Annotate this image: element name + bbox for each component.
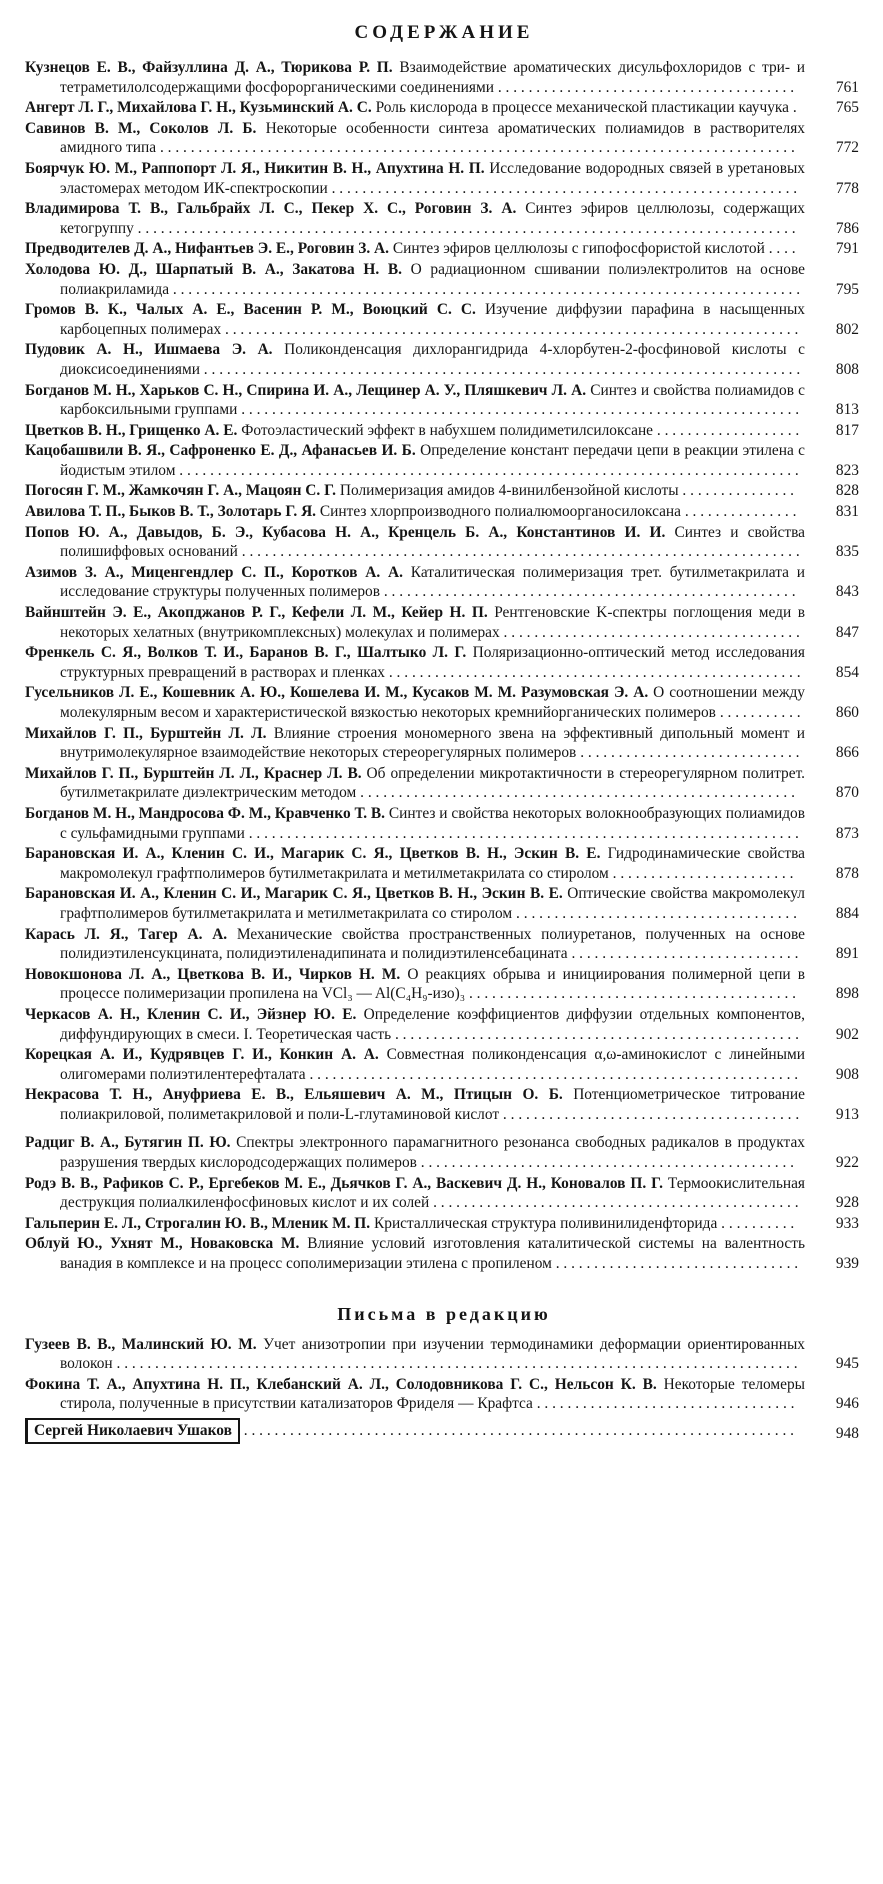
entry-authors: Азимов З. А., Миценгендлер С. П., Коротков А. А.	[25, 563, 403, 581]
entry-authors: Владимирова Т. В., Гальбрайх Л. С., Пекер Х. С., Роговин З. А.	[25, 200, 517, 218]
entry-page: 933	[835, 1214, 859, 1232]
entry-authors: Гузеев В. В., Малинский Ю. М.	[25, 1335, 257, 1353]
entry-page: 939	[835, 1255, 859, 1273]
entry-authors: Родэ В. В., Рафиков С. Р., Ергебеков М. Е., Дьячков Г. А., Васкевич Д. Н., Коновалов П. Г.	[25, 1174, 663, 1192]
entry-page: 891	[835, 945, 859, 963]
entry-title: Роль кислорода в процессе механической пластикации каучука	[375, 99, 789, 117]
entry-page: 786	[835, 219, 859, 237]
entry-title: О соотношении между молекулярным весом и характеристической вязкостью некоторых кремнийорганических полимеров	[60, 684, 805, 721]
entry-authors: Фокина Т. А., Апухтина Н. П., Клебанский А. Л., Солодовникова Г. С., Нельсон К. В.	[25, 1375, 657, 1393]
entry-gap	[25, 1125, 863, 1133]
entry-authors: Боярчук Ю. М., Раппопорт Л. Я., Никитин В. Н., Апухтина Н. П.	[25, 159, 485, 177]
entry-title: Фотоэластический эффект в набухшем полидиметилсилоксане	[241, 421, 654, 439]
entry-title: Поляризационно-оптический метод исследования структурных превращений в растворах и пленках	[60, 644, 805, 681]
entry-authors: Гусельников Л. Е., Кошевник А. Ю., Кошелева И. М., Кусаков М. М. Разумовская Э. А.	[25, 684, 649, 702]
entry-title: Термоокислительная деструкция полиалкиленфосфиновых кислот и их солей	[60, 1174, 805, 1212]
leader-dots: . . . . . . . . . . . . . . . . . . . . . . . . . . . . . . . . . . . . . . . . . . . . . . . . . . . . . . . . . . . . .	[331, 179, 798, 197]
entry-page: 870	[835, 784, 859, 802]
entry-authors: Цветков В. Н., Грищенко А. Е.	[25, 421, 238, 439]
entry-title: Гидродинамические свойства макромолекул графтполимеров бутилметакрилата и метилметакрилата со стиролом	[60, 845, 805, 882]
leader-dots: . . . . . . . . . . . . . . .	[684, 503, 797, 521]
entry-page: 831	[835, 503, 859, 521]
entry-authors: Кацобашвили В. Я., Сафроненко Е. Д., Афанасьев И. Б.	[25, 442, 416, 460]
leader-dots: . . . . . . . . . . . . . . . . . . . . . . . . . . . . . . . . . . . . . . .	[497, 78, 795, 96]
entry-authors: Михайлов Г. П., Бурштейн Л. Л.	[25, 724, 267, 742]
leader-dots: . . . . . . . . . . . . . . . . . . . . . . . . . . . . . . . . . .	[536, 1395, 795, 1413]
toc-entry	[25, 1234, 863, 1273]
entry-page: 913	[835, 1105, 859, 1123]
entry-title: Изучение диффузии парафина в насыщенных карбоцепных полимерах	[60, 301, 805, 338]
entry-title: Спектры электронного парамагнитного резонанса свободных радикалов в продуктах разрушения твердых кислородсодержащих полимеров	[60, 1134, 805, 1172]
entry-authors: Пудовик А. Н., Ишмаева Э. А.	[25, 341, 273, 359]
entry-authors: Карась Л. Я., Тагер А. А.	[25, 925, 228, 943]
entry-title: Синтез эфиров целлюлозы с гипофосфористой кислотой	[392, 240, 765, 258]
letters-section-title: Письма в редакцию	[337, 1303, 551, 1324]
leader-dots: . . . . . . . . . . . . . . . . . . . . . . . . . . . . . . . . . . . . . . . . . . . . . . . . . . . . . . . . . . . . . . . . . . . . . . . .	[243, 1422, 794, 1439]
entry-title: Совместная поликонденсация α,ω-аминокислот с линейными олигомерами полиэтилентерефталата	[60, 1046, 805, 1083]
leader-dots: . . . . . . . . . . . . . . . . . . . . . . . . . . . . . . . . . . . . . . . . . . . . . . . . . . . . . . . . . . . . . . . . . . . . . . . . . . .	[225, 320, 799, 338]
toc-entry	[25, 965, 863, 1004]
entry-authors: Авилова Т. П., Быков В. Т., Золотарь Г. Я.	[25, 503, 317, 521]
entry-page: 817	[835, 421, 859, 439]
entry-page: 772	[835, 139, 859, 157]
toc-entry	[25, 159, 863, 198]
entry-page: 823	[835, 461, 859, 479]
toc-entry	[25, 1375, 863, 1414]
entry-title: Влияние строения мономерного звена на эффективный дипольный момент и внутримолекулярное взаимодействие некоторых стереорегулярных полимеров	[60, 724, 805, 762]
leader-dots: . . . . . . . . . .	[721, 1214, 795, 1232]
leader-dots: . . . . . . . . . . . . . . . . . . . . . . . . . . . . . . . . . . . . . . . . . . . . . . . . . . . . . . . . . . . . . . . . . . . . . . . . . . . . . . . . . . .	[159, 139, 795, 157]
entry-title: Синтез и свойства некоторых волокнообразующих полиамидов с сульфамидными группами	[60, 804, 805, 842]
leader-dots: . . . . . . . . . . . . . . . . . . . . . . . . . . . . . . . . . . . . . . . . . . . . . . . . . . . . . . . . . . . . . . . . . . . . . . . . . . . . . . . . . .	[172, 280, 801, 298]
leader-dots: . . . . . . . . . . . . . . . . . . . . . . . . . . . . . . . . . . . . . . . . . . . . . . . . . . . . . . . . . . . . . . . . . . . . . . . . .	[241, 401, 800, 419]
leader-dots: . . . . . . . . . . . . . . . . . . . . . . . . . . . . . . . .	[555, 1255, 799, 1273]
entry-page: 791	[835, 240, 859, 258]
toc-entry	[25, 1133, 863, 1172]
entry-title: Кристаллическая структура поливинилиденфторида	[373, 1214, 718, 1232]
leader-dots: . . . . . . . . . . . . . . . . . . . . . . . . . . . . . .	[571, 945, 799, 963]
entry-title: Механические свойства пространственных полиуретанов, полученных на основе полидиэтиленсукцината, полидиэтиленадипината и полидиэтиленсебацината	[60, 925, 805, 963]
entry-authors: Ангерт Л. Г., Михайлова Г. Н., Кузьминский А. С.	[25, 99, 372, 117]
entry-page: 765	[835, 99, 859, 117]
entry-authors: Облуй Ю., Ухнят М., Новаковска М.	[25, 1235, 300, 1253]
entry-title: Потенциометрическое титрование полиакриловой, полиметакриловой и поли-L-глутаминовой кислот	[60, 1086, 805, 1123]
leader-dots: . . . . . . . . . . . . . . . . . . . . . . . . . . . . . . . . . . . . . . . . . . . . . . . . . . . . . . . . . . . . . . . . . . . . . . . . . . . . . . . . . . . . . . . . .	[116, 1355, 798, 1373]
entry-authors: Холодова Ю. Д., Шарпатый В. А., Закатова Н. В.	[25, 260, 402, 278]
toc-entry	[25, 260, 863, 299]
toc-entry	[25, 1174, 863, 1213]
entry-page: 835	[835, 543, 859, 561]
entry-title: Об определении микротактичности в стереорегулярном политрет. бутилметакрилате диэлектрическим методом	[60, 764, 805, 802]
entry-title: О радиационном сшивании полиэлектролитов на основе полиакриламида	[60, 260, 805, 298]
leader-dots: . . . . . . . . . . . . . . . . . . . . . . . . . . . . . . . . . . . . . . . . . . . . . . . . . . . . .	[394, 1025, 799, 1043]
letters-entries	[25, 1335, 863, 1414]
entry-authors: Попов Ю. А., Давыдов, Б. Э., Кубасова Н. А., Кренцель Б. А., Константинов И. И.	[25, 523, 666, 541]
toc-entry	[25, 1214, 863, 1234]
entry-title: Определение коэффициентов диффузии отдельных компонентов, диффундирующих в смеси. I. Теоретическая часть	[60, 1005, 805, 1043]
entry-authors: Гальперин Е. Л., Строгалин Ю. В., Мленик М. П.	[25, 1214, 371, 1232]
toc-entry	[25, 563, 863, 602]
entry-page: 761	[835, 78, 859, 96]
entry-title: Синтез хлорпроизводного полиалюмоорганосилоксана	[319, 503, 681, 521]
entry-page: 843	[835, 583, 859, 601]
leader-dots: . . . . . . . . . . . . . . . . . . . . . . . . . . . . . . . . . . . . . . . . . . .	[468, 985, 797, 1003]
entry-authors: Вайнштейн Э. Е., Акопджанов Р. Г., Кефели Л. М., Кейер Н. П.	[25, 604, 488, 622]
leader-dots: . . . . . . . . . . . . . . . . . . . . . . . . . . . . . . . . . . . . . . . . . . . . . . . . . . . . . . . . . . . . . . . . . . . . . . . .	[248, 824, 799, 842]
leader-dots: . . . . . . . . . . . . . . . . . . . . . . . . . . . . . . . . . . . . .	[516, 904, 797, 922]
leader-dots: . . . . . . . . . . . . . . . . . . . . . . . . . . . . . . . . . . . . . . .	[502, 1105, 800, 1123]
obituary-name: Сергей Николаевич Ушаков	[25, 1418, 240, 1444]
toc-entry	[25, 603, 863, 642]
leader-dots: . . . . . . . . . . . . . . . . . . .	[656, 421, 800, 439]
toc-entry	[25, 239, 863, 259]
entry-title: Некоторые теломеры стирола, полученные в присутствии катализаторов Фриделя — Крафтса	[60, 1375, 806, 1413]
entry-page: 884	[835, 904, 859, 922]
entry-authors: Черкасов А. Н., Кленин С. И., Эйзнер Ю. Е.	[25, 1005, 357, 1023]
entry-page: 847	[835, 623, 859, 641]
toc-entry	[25, 764, 863, 803]
toc-entry	[25, 844, 863, 883]
leader-dots: . . . . . . . . . . . . . . . . . . . . . . . . . . . . . . . . . . . . . . . . . . . . . . . . . . . . . .	[383, 583, 796, 601]
entry-page: 795	[835, 280, 859, 298]
toc-entry	[25, 683, 863, 722]
entry-authors: Френкель С. Я., Волков Т. И., Баранов В. Г., Шалтыко Л. Г.	[25, 644, 467, 662]
leader-dots: . . . . . . . . . . . . . . .	[682, 482, 795, 500]
entry-authors: Громов В. К., Чалых А. Е., Васенин Р. М., Воюцкий С. С.	[25, 301, 476, 319]
entry-page: 854	[835, 663, 859, 681]
entry-page: 873	[835, 824, 859, 842]
entry-authors: Барановская И. А., Кленин С. И., Магарик С. Я., Цветков В. Н., Эскин В. Е.	[25, 845, 601, 863]
entry-title: Синтез и свойства полишиффовых оснований	[60, 523, 805, 561]
toc-entry	[25, 421, 863, 441]
entry-authors: Некрасова Т. Н., Ануфриева Е. В., Ельяшевич А. М., Птицын О. Б.	[25, 1086, 563, 1104]
leader-dots: . . . . . . . . . . . . . . . . . . . . . . . . . . . . . . . . . . . . . . . . . . . . . . . . . . . . . . . . . . . . . . . . . . . . . . . . .	[241, 543, 800, 561]
entry-page: 945	[835, 1355, 859, 1373]
entry-page: 898	[835, 985, 859, 1003]
entry-authors: Корецкая А. И., Кудрявцев Г. И., Конкин А. А.	[25, 1046, 379, 1064]
entry-page: 922	[835, 1154, 859, 1172]
toc-entry	[25, 119, 863, 158]
entry-page: 878	[835, 864, 859, 882]
leader-dots: .	[792, 99, 797, 117]
leader-dots: . . . . . . . . . . . . . . . . . . . . . . . .	[612, 864, 794, 882]
toc-entry	[25, 441, 863, 480]
entry-authors: Барановская И. А., Кленин С. И., Магарик С. Я., Цветков В. Н., Эскин В. Е.	[25, 885, 563, 903]
entry-authors: Богданов М. Н., Харьков С. Н., Спирина И. А., Лещинер А. У., Пляшкевич Л. А.	[25, 381, 587, 399]
entry-title: Определение констант передачи цепи в реакции этилена с йодистым этилом	[60, 442, 805, 479]
entry-page: 778	[835, 179, 859, 197]
toc-entry	[25, 502, 863, 522]
toc-entry	[25, 199, 863, 238]
page-title: СОДЕРЖАНИЕ	[354, 22, 534, 43]
entry-title: Синтез эфиров целлюлозы, содержащих кетогруппу	[60, 200, 805, 237]
toc-entry	[25, 643, 863, 682]
entry-page: 828	[835, 482, 859, 500]
entry-title: Полимеризация амидов 4-винилбензойной кислоты	[339, 482, 679, 500]
entry-authors: Михайлов Г. П., Бурштейн Л. Л., Краснер Л. В.	[25, 764, 362, 782]
leader-dots: . . . . . . . . . . . . . . . . . . . . . . . . . . . . .	[580, 744, 800, 762]
toc-entries	[25, 58, 863, 1274]
entry-title: Учет анизотропии при изучении термодинамики деформации ориентированных волокон	[60, 1335, 805, 1373]
leader-dots: . . . . . . . . . . . . . . . . . . . . . . . . . . . . . . . . . . . . . . . . . . . . . . . . . . . . . . . . .	[360, 784, 795, 802]
entry-title: О реакциях обрыва и инициирования полимерной цепи в процессе полимеризации пропилена на VCl₃ — Al(C₄H₉-изо)₃	[60, 965, 805, 1003]
entry-page: 813	[835, 401, 859, 419]
entry-authors: Савинов В. М., Соколов Л. Б.	[25, 119, 257, 137]
entry-page: 902	[835, 1025, 859, 1043]
entry-page: 860	[835, 704, 859, 721]
toc-entry	[25, 804, 863, 843]
toc-entry	[25, 523, 863, 562]
toc-entry	[25, 381, 863, 420]
leader-dots: . . . . . . . . . . . . . . . . . . . . . . . . . . . . . . . . . . . . . . . . . . . . . . . . . . . . . . . . . . . . . . . . . . . . . . . . . . . . . . . . . . . . . .	[137, 219, 796, 237]
toc-entry	[25, 300, 863, 339]
entry-page: 946	[835, 1395, 859, 1413]
toc-entry	[25, 884, 863, 923]
entry-title: Влияние условий изготовления каталитической системы на валентность ванадия в комплексе и на процесс сополимеризации этилена с пропиленом	[60, 1235, 805, 1273]
leader-dots: . . . . . . . . . . .	[719, 704, 801, 721]
leader-dots: . . . . . . . . . . . . . . . . . . . . . . . . . . . . . . . . . . . . . . . . . . . . . . . . . . . . . . . . . . . . . . . . . . . . . . . . . . . . . . . . .	[179, 461, 799, 479]
entry-title: Рентгеновские K-спектры поглощения меди в некоторых хелатных (внутрикомплексных) молекулах и полимерах	[60, 604, 805, 641]
entry-authors: Богданов М. Н., Мандросова Ф. М., Кравченко Т. В.	[25, 804, 386, 822]
obituary-entry	[25, 1418, 863, 1444]
entry-page: 928	[835, 1194, 859, 1212]
entry-title: Поликонденсация дихлорангидрида 4-хлорбутен-2-фосфиновой кислоты с диоксисоединениями	[60, 341, 805, 378]
entry-page: 808	[835, 360, 859, 378]
toc-entry	[25, 1005, 863, 1044]
entry-title: Некоторые особенности синтеза ароматических полиамидов в растворителях амидного типа	[60, 119, 805, 157]
leader-dots: . . . . . . . . . . . . . . . . . . . . . . . . . . . . . . . . . . . . . . . . . . . . . . . . . . . . . . . . . . . . . . . .	[309, 1065, 799, 1083]
entry-authors: Погосян Г. М., Жамкочян Г. А., Мацоян С. Г.	[25, 482, 337, 500]
toc-entry	[25, 340, 863, 379]
entry-page: 802	[835, 320, 859, 338]
leader-dots: . . . . . . . . . . . . . . . . . . . . . . . . . . . . . . . . . . . . . . . . . . . . . . . .	[433, 1194, 799, 1212]
toc-entry	[25, 481, 863, 501]
entry-page: 866	[835, 744, 859, 762]
entry-authors: Кузнецов Е. В., Файзуллина Д. А., Тюрикова Р. П.	[25, 59, 393, 76]
entry-title: Исследование водородных связей в уретановых эластомерах методом ИК-спектроскопии	[60, 159, 805, 197]
entry-title: Каталитическая полимеризация трет. бутилметакрилата и исследование структуры полученных полимеров	[60, 563, 806, 601]
toc-entry	[25, 1085, 863, 1124]
entry-authors: Предводителев Д. А., Нифантьев Э. Е., Роговин З. А.	[25, 240, 390, 258]
toc-entry	[25, 98, 863, 118]
toc-entry	[25, 925, 863, 964]
leader-dots: . . . . . . . . . . . . . . . . . . . . . . . . . . . . . . . . . . . . . . .	[503, 623, 800, 641]
leader-dots: . . . . . . . . . . . . . . . . . . . . . . . . . . . . . . . . . . . . . . . . . . . . . . . . .	[420, 1154, 795, 1172]
entry-authors: Радциг В. А., Бутягин П. Ю.	[25, 1134, 231, 1152]
entry-authors: Новокшонова Л. А., Цветкова В. И., Чирков Н. М.	[25, 965, 401, 983]
toc-entry	[25, 58, 863, 97]
toc-entry	[25, 1045, 863, 1084]
toc-entry	[25, 724, 863, 763]
obituary-page: 948	[835, 1425, 859, 1442]
toc-entry	[25, 1335, 863, 1374]
entry-title: Синтез и свойства полиамидов с карбоксильными группами	[60, 381, 805, 419]
entry-page: 908	[835, 1065, 859, 1083]
entry-title: Оптические свойства макромолекул графтполимеров бутилметакрилата и метилметакрилата со стиролом	[60, 885, 805, 922]
leader-dots: . . . . . . . . . . . . . . . . . . . . . . . . . . . . . . . . . . . . . . . . . . . . . . . . . . . . . . . . . . . . . . . . . . . . . . . . . . . . . .	[203, 360, 801, 378]
leader-dots: . . . .	[768, 240, 796, 258]
entry-title: Взаимодействие ароматических дисульфохлоридов с три- и тетраметилолсодержащими фосфорорганическими соединениями	[60, 59, 805, 96]
leader-dots: . . . . . . . . . . . . . . . . . . . . . . . . . . . . . . . . . . . . . . . . . . . . . . . . . . . . . .	[388, 663, 801, 681]
